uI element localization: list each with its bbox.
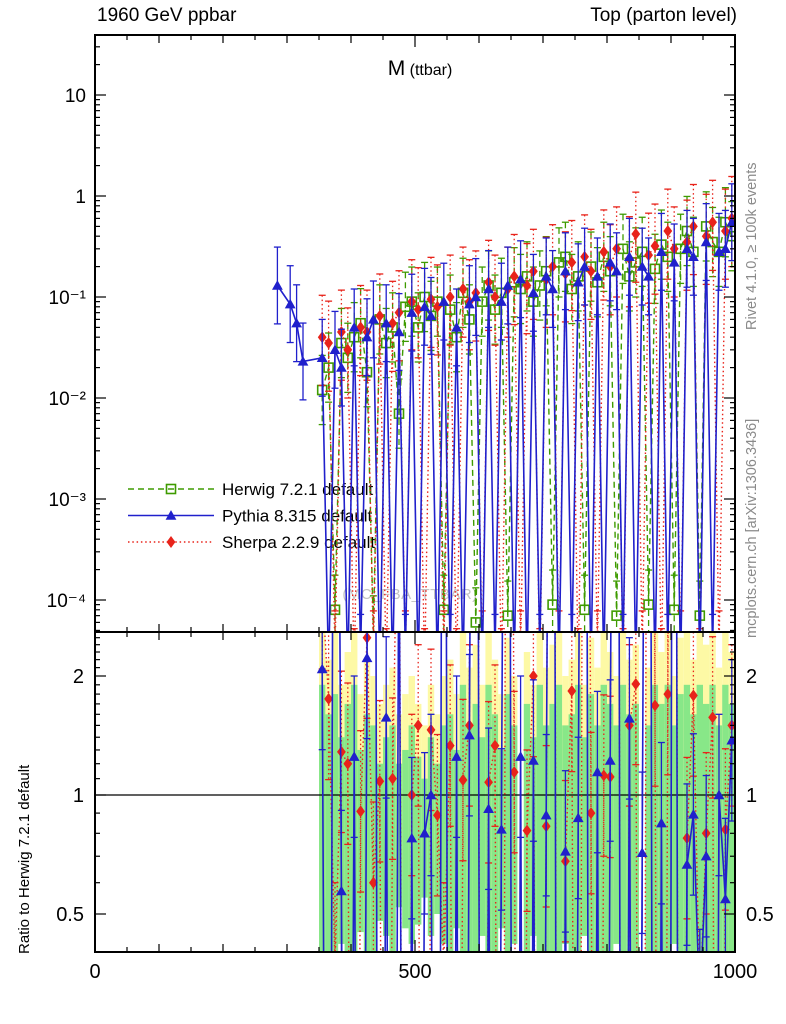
process-label: Top (parton level)	[590, 5, 737, 26]
svg-text:10⁻²: 10⁻²	[48, 389, 86, 410]
svg-text:0: 0	[89, 961, 101, 983]
legend-label: Sherpa 2.2.9 default	[222, 533, 376, 552]
svg-text:10⁻⁴: 10⁻⁴	[46, 591, 86, 612]
svg-text:1: 1	[746, 785, 758, 807]
plot-title-main: M	[387, 57, 406, 80]
svg-text:0.5: 0.5	[746, 904, 774, 926]
plot-title-sub: (ttbar)	[409, 62, 453, 79]
svg-text:1000: 1000	[712, 961, 758, 983]
svg-text:2: 2	[72, 666, 84, 688]
svg-text:10: 10	[64, 86, 86, 107]
ratio-axis-label: Ratio to Herwig 7.2.1 default	[16, 764, 33, 954]
svg-text:0.5: 0.5	[56, 904, 84, 926]
plot-title	[330, 57, 510, 81]
beam-energy-label: 1960 GeV ppbar	[97, 5, 237, 26]
svg-text:1: 1	[75, 187, 86, 208]
svg-text:2: 2	[746, 666, 758, 688]
legend-label: Pythia 8.315 default	[222, 506, 373, 526]
series-sherpa-main	[318, 176, 736, 718]
svg-text:1: 1	[72, 785, 84, 807]
svg-text:10⁻¹: 10⁻¹	[48, 288, 86, 309]
watermark: (MC_FBA_TTBAR)	[342, 586, 478, 603]
svg-text:10⁻³: 10⁻³	[48, 490, 86, 511]
rivet-version-note: Rivet 4.1.0, ≥ 100k events	[744, 162, 760, 330]
svg-text:500: 500	[398, 961, 432, 983]
legend-label: Herwig 7.2.1 default	[222, 480, 374, 499]
mcplots-reference-note: mcplots.cern.ch [arXiv:1306.3436]	[744, 418, 760, 638]
